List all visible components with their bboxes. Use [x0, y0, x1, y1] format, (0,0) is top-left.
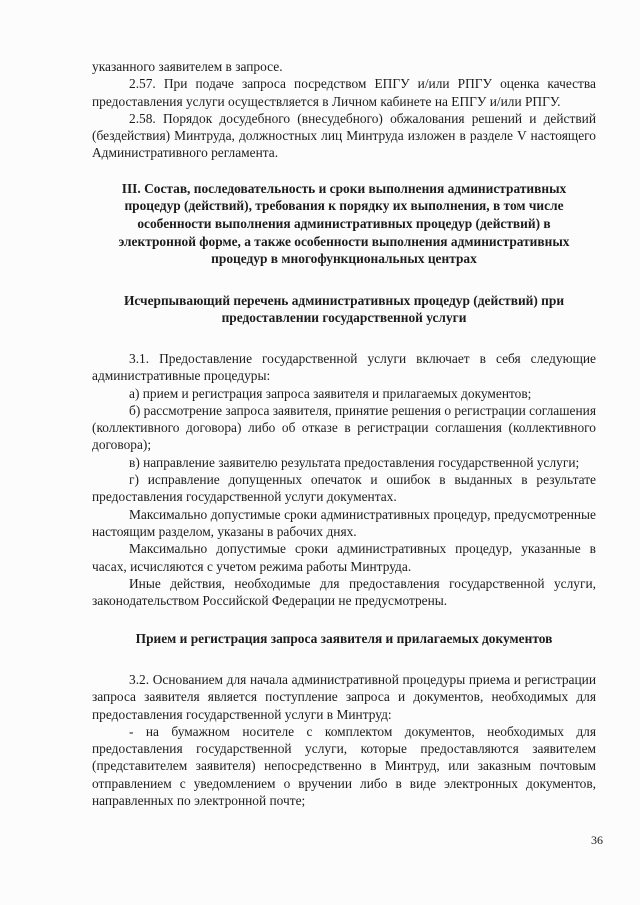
- paragraph-2-57: 2.57. При подаче запроса посредством ЕПГУ и/или РПГУ оценка качества предоставления услуги осуществляется в Личном кабинете на ЕПГУ и/или РПГУ.: [92, 76, 596, 109]
- procedures-list-block: [92, 350, 596, 609]
- list-item-g: г) исправление допущенных опечаток и ошибок в выданных в результате предоставления государственной услуги документах.: [92, 472, 596, 505]
- paragraph-other-actions: Иные действия, необходимые для предоставления государственной услуги, законодательством Российской Федерации не предусмотрены.: [92, 575, 596, 609]
- paragraph-3-2: 3.2. Основанием для начала административной процедуры приема и регистрации запроса заявителя является поступление запроса и документов, необходимых для предоставления государственной услуги в Минтруд:: [92, 671, 596, 722]
- section-heading: III. Состав, последовательность и сроки выполнения административных процедур (действий), требования к порядку их выполнения, в том числе особенности выполнения административных процедур (действий) в электронной форме, а также особенности выполнения административных процедур в многофункциональных центрах: [118, 180, 570, 267]
- page-number: 36: [591, 832, 603, 847]
- list-item-a: а) прием и регистрация запроса заявителя и прилагаемых документов;: [129, 385, 532, 401]
- paragraph-max-terms: Максимально допустимые сроки административных процедур, предусмотренные настоящим разделом, указаны в рабочих днях.: [92, 506, 596, 539]
- paragraph-max-terms-hours: Максимально допустимые сроки административных процедур, указанные в часах, исчисляются с учетом режима работы Минтруда.: [92, 541, 596, 574]
- reception-block: [92, 671, 596, 809]
- paragraph-continuation: указанного заявителем в запросе.: [92, 59, 283, 74]
- list-item-b: б) рассмотрение запроса заявителя, принятие решения о регистрации соглашения (коллективного договора) либо об отказе в регистрации соглашения (коллективного договора);: [92, 402, 596, 453]
- subheading-procedures-list: Исчерпывающий перечень административных процедур (действий) при предоставлении государственной услуги: [123, 292, 565, 326]
- paragraph-paper-carrier: - на бумажном носителе с комплектом документов, необходимых для предоставления государственной услуги, которые предоставляются заявителем (представителем заявителя) непосредственно в Минтруд, или заказным почтовым отправлением с уведомлением о вручении либо в виде электронных документов, направленных по электронной почте;: [92, 723, 596, 809]
- subheading-reception-registration: Прием и регистрация запроса заявителя и прилагаемых документов: [135, 631, 553, 647]
- list-item-v: в) направление заявителю результата предоставления государственной услуги;: [129, 454, 580, 470]
- paragraph-3-1: 3.1. Предоставление государственной услуги включает в себя следующие административные процедуры:: [92, 350, 596, 384]
- paragraph-2-58: 2.58. Порядок досудебного (внесудебного) обжалования решений и действий (бездействия) Минтруда, должностных лиц Минтруда изложен в разделе V настоящего Административного регламента.: [92, 110, 596, 161]
